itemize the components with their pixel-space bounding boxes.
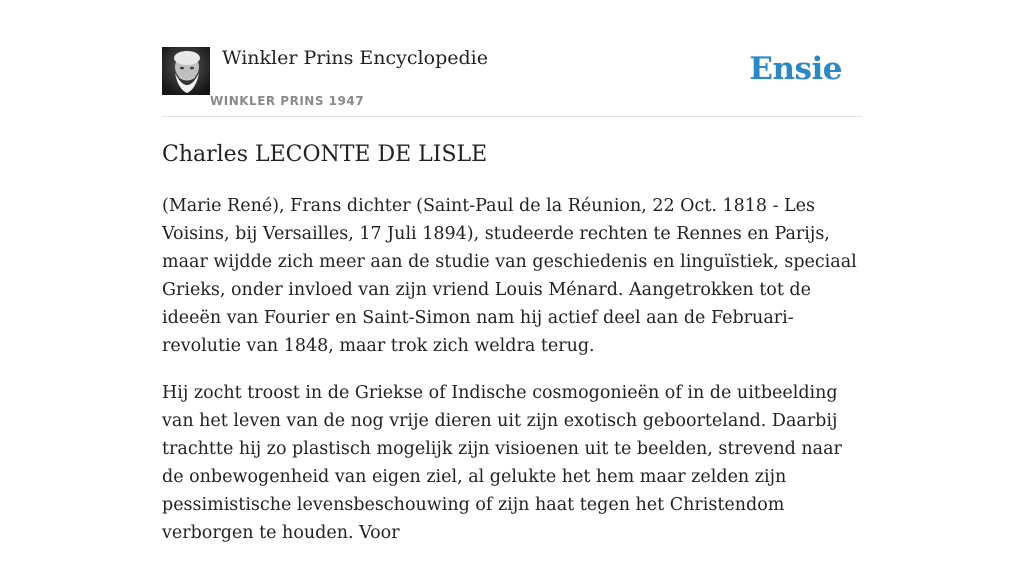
author-avatar[interactable]: [162, 47, 210, 95]
portrait-icon: [162, 47, 210, 95]
content-column: [162, 0, 862, 543]
source-header: [162, 0, 862, 117]
source-title[interactable]: Winkler Prins Encyclopedie: [222, 47, 488, 69]
article-paragraph-2: Hij zocht troost in de Griekse of Indische cosmogonieën of in de uitbeelding van het leven van de nog vrije dieren uit zijn exotisch geboorteland. Daarbij trachtte hij zo plastisch mogelijk zijn visioenen uit te beelden, strevend naar de onbewogenheid van eigen ziel, al gelukte het hem maar zelden zijn pessimistische levensbeschouwing of zijn haat tegen het Christendom verborgen te houden. Voor: [162, 383, 842, 543]
article-paragraph-1: (Marie René), Frans dichter (Saint-Paul de la Réunion, 22 Oct. 1818 - Les Voisins, bij Versailles, 17 Juli 1894), studeerde rechten te Rennes en Parijs, maar wijdde zich meer aan de studie van geschiedenis en linguïstiek, speciaal Grieks, onder invloed van zijn vriend Louis Ménard. Aangetrokken tot de ideeën van Fourier en Saint-Simon nam hij actief deel aan de Februari-revolutie van 1848, maar trok zich weldra terug.: [162, 196, 857, 356]
ensie-logo[interactable]: Ensie: [749, 51, 842, 87]
source-subtitle[interactable]: WINKLER PRINS 1947: [210, 94, 365, 108]
article-title: Charles LECONTE DE LISLE: [162, 142, 488, 167]
article-body: [162, 192, 862, 566]
